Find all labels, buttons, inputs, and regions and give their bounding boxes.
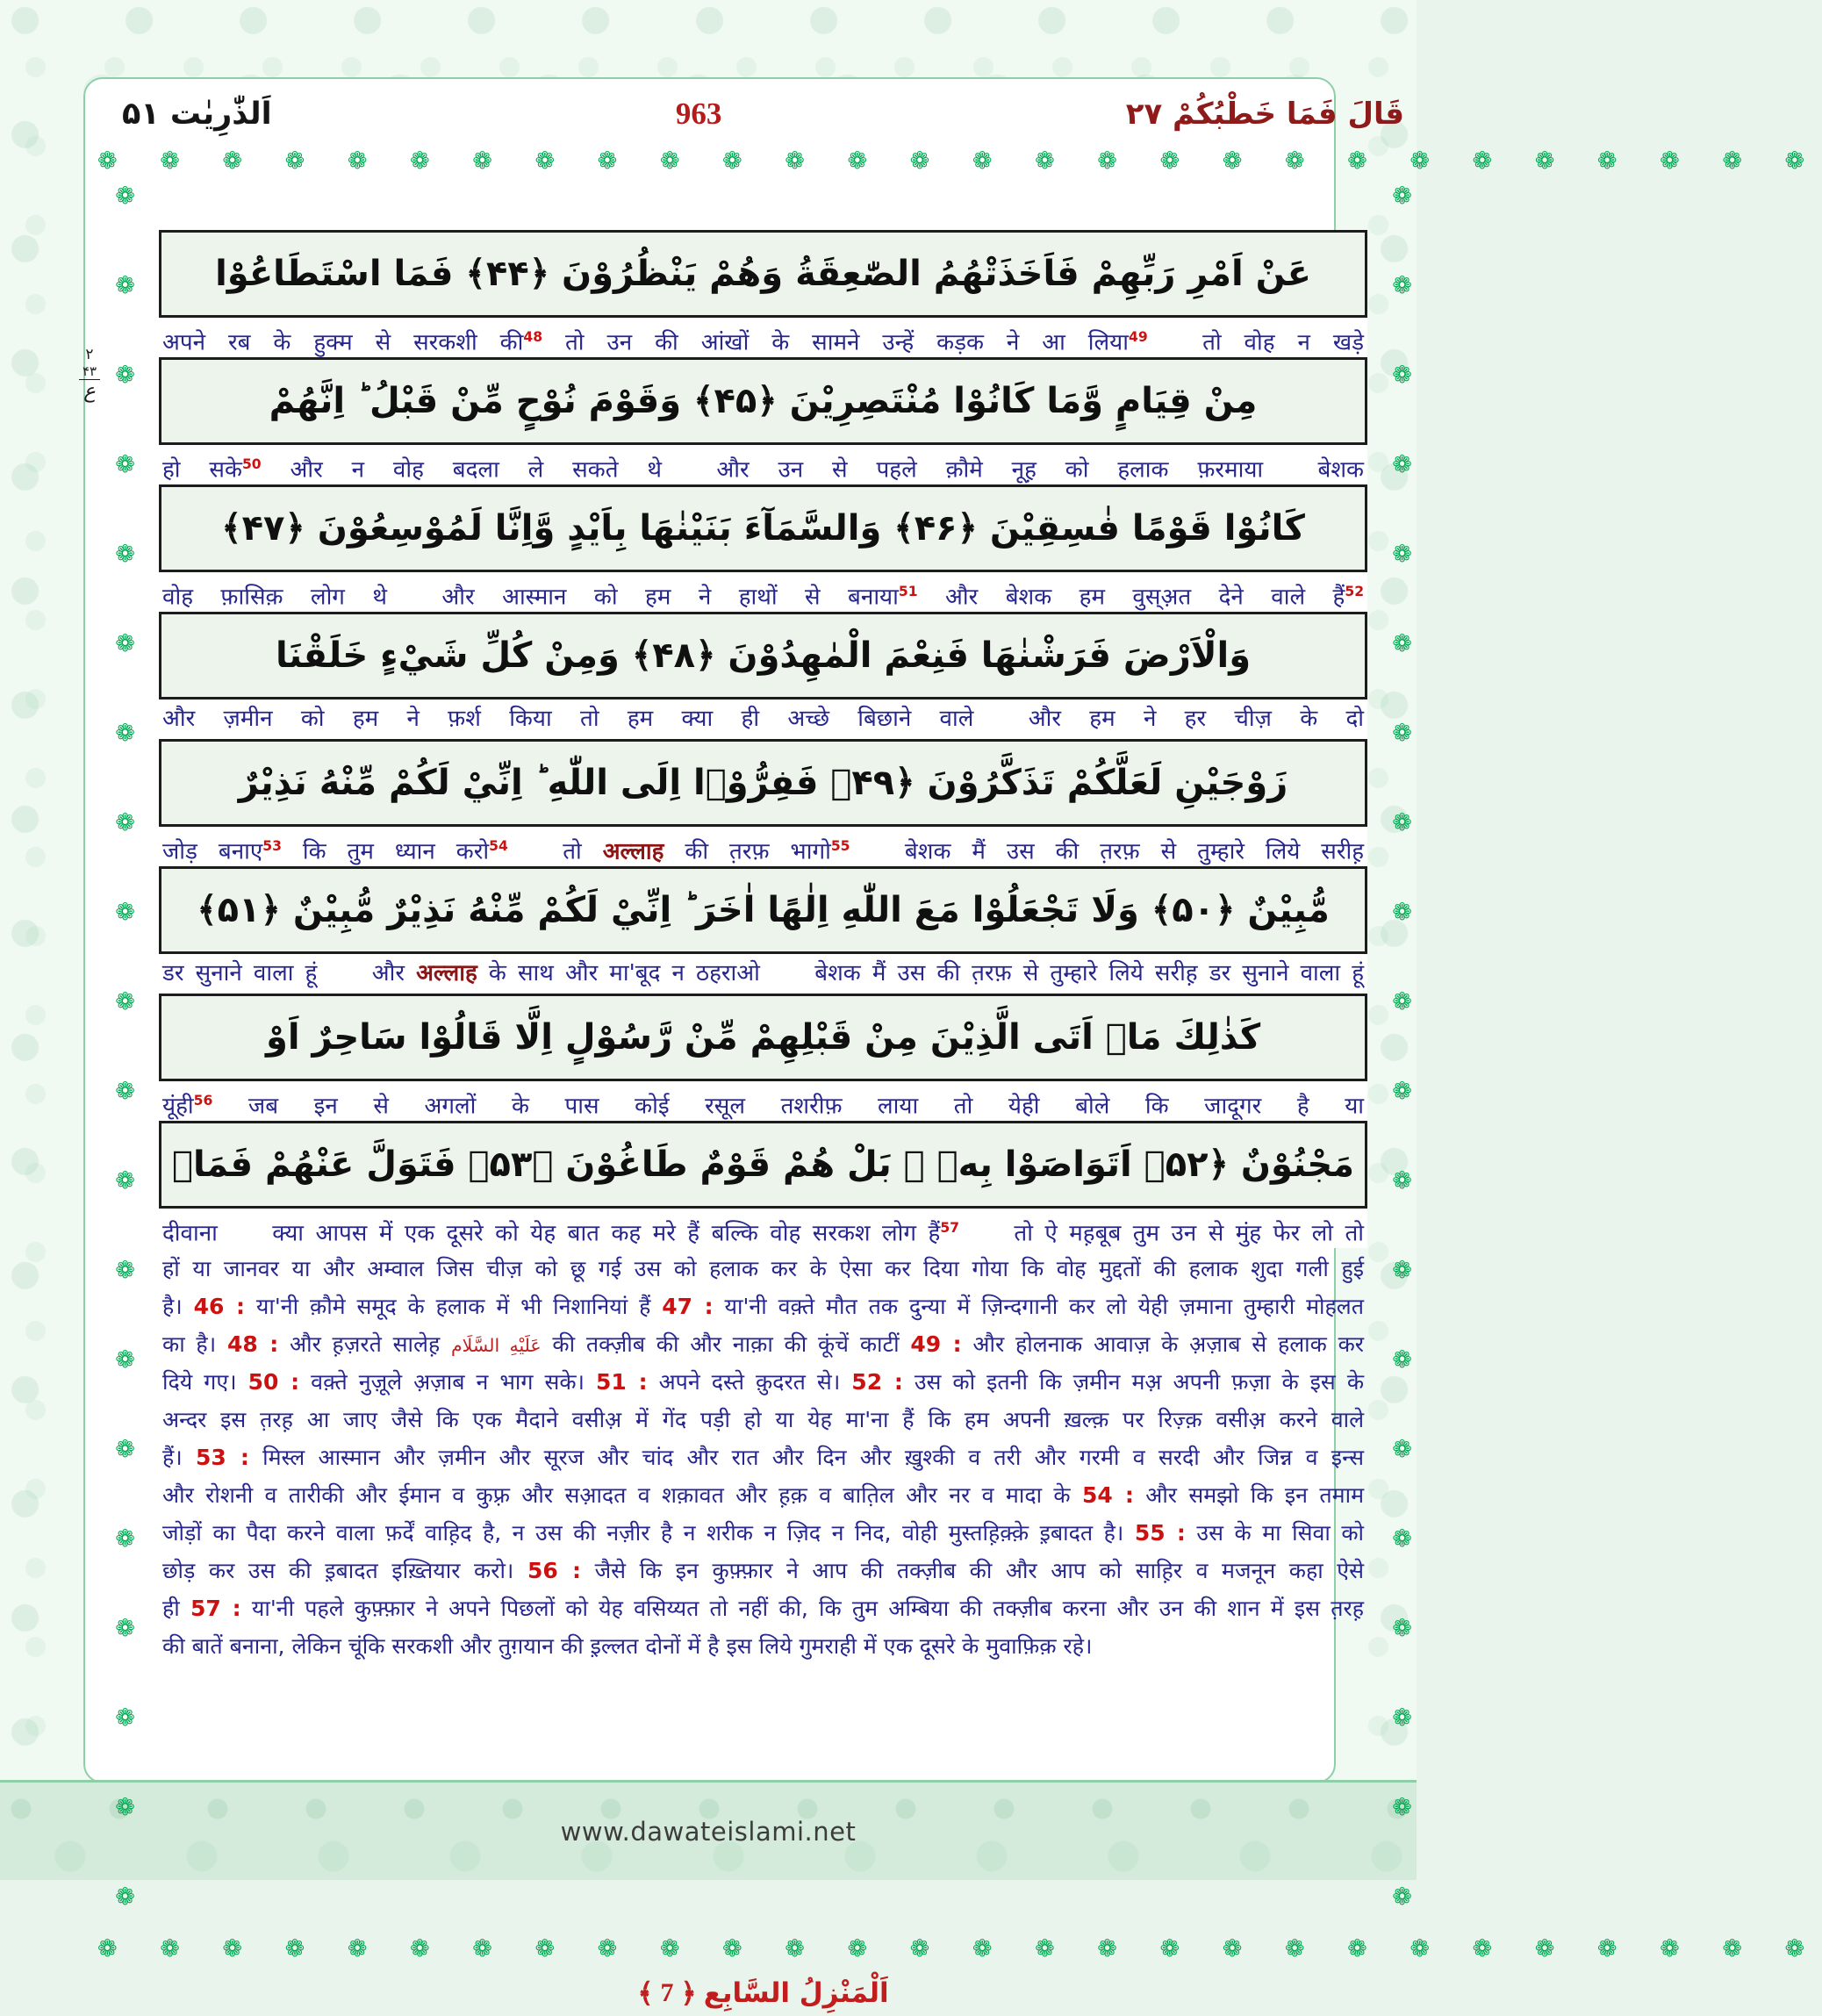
verses-section: [159, 230, 1367, 1248]
allah-word: अल्लाह: [602, 838, 664, 865]
manzil-footer: [97, 1970, 1429, 2016]
footnote-marker: 56: [193, 1093, 213, 1108]
commentary-line: [159, 1627, 1367, 1665]
text-run: उस के मा सिवा को: [1185, 1520, 1365, 1546]
footnote-marker: 49: [1128, 329, 1148, 345]
note-number: 53 :: [196, 1445, 249, 1470]
text-run: और होलनाक आवाज़ के अ़ज़ाब से हलाक कर: [961, 1331, 1365, 1357]
text-run: वोह फ़ासिक़ लोग थे: [162, 584, 387, 611]
ornament-border-left: [97, 183, 152, 1928]
text-run: वक़्ते नुज़ूले अ़ज़ाब न भाग सके।: [299, 1369, 597, 1395]
text-run: है।: [162, 1294, 194, 1319]
text-run: और समझो कि इन तमाम: [1133, 1482, 1365, 1508]
text-run: क्या आपस में एक दूसरे को येह बात कह मरे हैं बल्कि वोह सरकश लोग हैं: [272, 1220, 941, 1247]
footnote-marker: 52: [1345, 584, 1365, 599]
manzil-bracket-open: ﴿: [680, 1977, 697, 2009]
text-run: की तक्ज़ीब की और नाक़ा की कूंचें काटीं: [541, 1331, 911, 1357]
text-run: अन्दर इस त़रह़ आ जाए जैसे कि एक मैदाने वसीअ़ में गेंद पड़ी हो या येह मा'ना हैं कि हम अपनी ख़ल्क़ पर रिज़्क़ वसीअ़ करने वाले: [162, 1407, 1365, 1432]
footnote-marker: 50: [241, 456, 262, 472]
text-run: तो वोह न खड़े: [1202, 329, 1365, 356]
text-run: ही: [162, 1596, 190, 1621]
text-run: और रोशनी व तारीकी और ईमान व कुफ़्र और सआ़दत व शक़ावत और ह़क़ व बात़िल और नर व मादा के: [162, 1482, 1082, 1508]
text-run: और उन से पहले क़ौमे नूह़ को हलाक फ़रमाया: [716, 456, 1264, 484]
note-number: 49 :: [910, 1331, 962, 1357]
arabic-verse-line: كَذٰلِكَ مَاۤ اَتَى الَّذِيْنَ مِنْ قَبْلِهِمْ مِّنْ رَّسُوْلٍ اِلَّا قَالُوْا سَاحِرٌ اَوْ: [159, 994, 1367, 1081]
text-run: यूंही: [162, 1093, 194, 1120]
arabic-verse-line: وَالْاَرْضَ فَرَشْنٰهَا فَنِعْمَ الْمٰهِدُوْنَ ﴿۴۸﴾ وَمِنْ كُلِّ شَيْءٍ خَلَقْنَا: [159, 612, 1367, 700]
arabic-verse-line: عَنْ اَمْرِ رَبِّهِمْ فَاَخَذَتْهُمُ الصّٰعِقَةُ وَهُمْ يَنْظُرُوْنَ ﴿۴۴﴾ فَمَا اسْتَطَاعُوْا: [159, 230, 1367, 318]
note-number: 48 :: [226, 1331, 279, 1357]
ain-mark: ع: [83, 380, 96, 403]
arabic-verse-line: زَوْجَيْنِ لَعَلَّكُمْ تَذَكَّرُوْنَ ﴿۴۹﴾ فَفِرُّوْۤا اِلَى اللّٰهِ ؕ اِنِّيْ لَكُمْ مِّنْهُ نَذِيْرٌ: [159, 739, 1367, 827]
text-run: कि तुम ध्यान करो: [281, 838, 490, 865]
text-run: की त़रफ़ भागो: [664, 838, 831, 865]
ruku-number: ۲: [85, 346, 94, 363]
ornament-border-top: [97, 140, 1429, 183]
arabic-verse-line: كَانُوْا قَوْمًا فٰسِقِيْنَ ﴿۴۶﴾ وَالسَّمَآءَ بَنَيْنٰهَا بِاَيْدٍ وَّاِنَّا لَمُوْسِعُوْنَ ﴿۴۷﴾: [159, 484, 1367, 572]
text-run: और बेशक हम वुस्अ़त देने वाले हैं: [917, 584, 1345, 611]
text-run: तो: [563, 838, 603, 865]
note-number: 52 :: [851, 1369, 903, 1395]
arabic-verse-line: مُّبِيْنٌ ﴿۵۰﴾ وَلَا تَجْعَلُوْا مَعَ اللّٰهِ اِلٰهًا اٰخَرَ ؕ اِنِّيْ لَكُمْ مِّنْهُ نَذِيْرٌ مُّبِيْنٌ ﴿۵۱﴾: [159, 866, 1367, 954]
footnote-marker: 57: [940, 1220, 960, 1236]
text-run: और आस्मान को हम ने हाथों से बनाया: [441, 584, 899, 611]
manzil-title: اَلْمَنْزِلُ السَّابِع: [703, 1977, 889, 2009]
text-run: छोड़ कर उस की इ़बादत इख़्तियार करो।: [162, 1558, 527, 1583]
text-run: हो सके: [162, 456, 242, 484]
text-run: बेशक मैं उस की त़रफ़ से तुम्हारे लिये सरीह़ डर सुनाने वाला हूं: [814, 960, 1365, 986]
text-run: जब इन से अगलों के पास कोई रसूल तशरीफ़ लाया तो येही बोले कि जादूगर है या: [212, 1093, 1365, 1120]
note-number: 56 :: [527, 1558, 582, 1583]
ruku-margin-marker: [72, 346, 107, 403]
note-number: 50 :: [247, 1369, 300, 1395]
commentary-section: [159, 1250, 1367, 1665]
manzil-bracket-close: ﴾: [637, 1977, 654, 2009]
note-number: 57 :: [190, 1596, 241, 1621]
text-run: मिस्ल आस्मान और ज़मीन और सूरज और चांद और रात और दिन और ख़ुश्की व तरी और गरमी व सरदी और जिन्न व इन्स: [248, 1445, 1365, 1470]
manzil-number: 7: [660, 1978, 674, 2007]
text-run: बेशक: [1317, 456, 1365, 484]
translation-line: [159, 318, 1367, 357]
text-run: बेशक मैं उस की त़रफ़ से तुम्हारे लिये सरीह़: [904, 838, 1365, 865]
translation-line: [159, 572, 1367, 612]
commentary-line: [159, 1476, 1367, 1514]
arabic-verse-line: مَجْنُوْنٌ ﴿۵۲﴾ اَتَوَاصَوْا بِهٖ ۚ بَلْ هُمْ قَوْمٌ طَاغُوْنَ ﴿۵۳﴾ فَتَوَلَّ عَنْهُمْ فَمَاۤ: [159, 1121, 1367, 1209]
commentary-line: [159, 1552, 1367, 1589]
footnote-marker: 48: [523, 329, 543, 345]
text-run: और ज़मीन को हम ने फ़र्श किया तो हम क्या ही अच्छे बिछाने वाले: [162, 706, 974, 732]
footnote-marker: 53: [262, 838, 282, 854]
note-number: 47 :: [662, 1294, 714, 1319]
text-run: का है।: [162, 1331, 227, 1357]
text-run: जैसे कि इन कुफ़्फ़ार ने आप की तक्ज़ीब की और आप को साह़िर व मजनून कहा ऐसे: [581, 1558, 1365, 1583]
page-number: 963: [675, 97, 722, 131]
text-run: या'नी वक़्ते मौत तक दुन्या में ज़िन्दगानी कर लो येही ज़माना तुम्हारी मोहलत: [713, 1294, 1365, 1319]
text-run: हों या जानवर या और अम्वाल जिस चीज़ को छू गई उस को हलाक कर के ऐसा कर दिया गोया कि वोह मुद्दतों की हलाक शुदा गली हुई: [162, 1256, 1365, 1281]
footnote-marker: 54: [489, 838, 508, 854]
ruku-count: ۴۳: [79, 363, 100, 380]
surah-title: اَلذّٰرِيٰت ۵۱: [122, 97, 272, 132]
juz-title: قَالَ فَمَا خَطْبُكُمْ ۲۷: [1125, 97, 1405, 132]
text-run: और न वोह बदला ले सकते थे: [261, 456, 663, 484]
text-run: या'नी क़ौमे समूद के हलाक में भी निशानियां हैं: [245, 1294, 663, 1319]
page-header: [97, 88, 1429, 140]
commentary-line: [159, 1250, 1367, 1288]
ornamental-frame: [97, 140, 1429, 1970]
text-run: और हम ने हर चीज़ के दो: [1028, 706, 1365, 732]
ornament-border-bottom: [97, 1928, 1429, 1970]
translation-line: [159, 1209, 1367, 1248]
text-run: उस को इतनी कि ज़मीन मअ़ अपनी फ़ज़ा के इस के: [902, 1369, 1365, 1395]
text-run: अपने रब के हुक्म से सरकशी की: [162, 329, 524, 356]
text-run: हैं।: [162, 1445, 197, 1470]
translation-line: [159, 827, 1367, 866]
commentary-line: [159, 1589, 1367, 1627]
allah-word: अल्लाह: [416, 960, 477, 986]
ornament-border-right: [1374, 183, 1429, 1928]
text-run: डर सुनाने वाला हूं: [162, 960, 318, 986]
footnote-marker: 55: [830, 838, 850, 854]
website-url: www.dawateislami.net: [560, 1816, 857, 1847]
note-number: 55 :: [1134, 1520, 1186, 1546]
translation-line: [159, 954, 1367, 994]
text-run: और ह़ज़रते सालेह़: [278, 1331, 451, 1357]
text-run: अपने दस्ते क़ुदरत से।: [647, 1369, 852, 1395]
commentary-line: [159, 1514, 1367, 1552]
arabic-honorific: عَلَيْهِ السَّلَام: [450, 1335, 542, 1356]
text-run: जोड़ों का पैदा करने वाला फ़र्दें वाह़िद है, न उस की नज़ीर है न शरीक न ज़िद न निद, वोही मुस्तह़िक़्क़े इ़बादत है।: [162, 1520, 1135, 1546]
commentary-line: [159, 1288, 1367, 1325]
commentary-line: [159, 1325, 1367, 1363]
translation-line: [159, 445, 1367, 484]
text-run: की बातें बनाना, लेकिन चूंकि सरकशी और तुग़यान की इ़ल्लत दोनों में है इस लिये गुमराही में एक दूसरे के मुवाफ़िक़ रहे।: [162, 1633, 1093, 1659]
text-run: के साथ और मा'बूद न ठहराओ: [477, 960, 760, 986]
commentary-line: [159, 1363, 1367, 1401]
text-run: या'नी पहले कुफ़्फ़ार ने अपने पिछलों को येह वसिय्यत तो नहीं की, कि तुम अम्बिया की तक्ज़ीब करना और उन की शान में इस त़रह़: [240, 1596, 1365, 1621]
note-number: 46 :: [193, 1294, 246, 1319]
text-run: और: [371, 960, 417, 986]
text-run: तो उन की आंखों के सामने उन्हें कड़क ने आ लिया: [542, 329, 1129, 356]
footnote-marker: 51: [898, 584, 918, 599]
text-run: दीवाना: [162, 1220, 218, 1247]
text-run: तो ऐ मह़बूब तुम उन से मुंह फेर लो तो: [1014, 1220, 1365, 1247]
translation-line: [159, 700, 1367, 739]
commentary-line: [159, 1401, 1367, 1438]
note-number: 51 :: [596, 1369, 648, 1395]
page-content: [152, 183, 1374, 1928]
text-run: दिये गए।: [162, 1369, 248, 1395]
translation-line: [159, 1081, 1367, 1121]
commentary-line: [159, 1438, 1367, 1476]
note-number: 54 :: [1081, 1482, 1134, 1508]
arabic-verse-line: مِنْ قِيَامٍ وَّمَا كَانُوْا مُنْتَصِرِيْنَ ﴿۴۵﴾ وَقَوْمَ نُوْحٍ مِّنْ قَبْلُ ؕ اِنَّهُمْ: [159, 357, 1367, 445]
text-run: जोड़ बनाए: [162, 838, 263, 865]
